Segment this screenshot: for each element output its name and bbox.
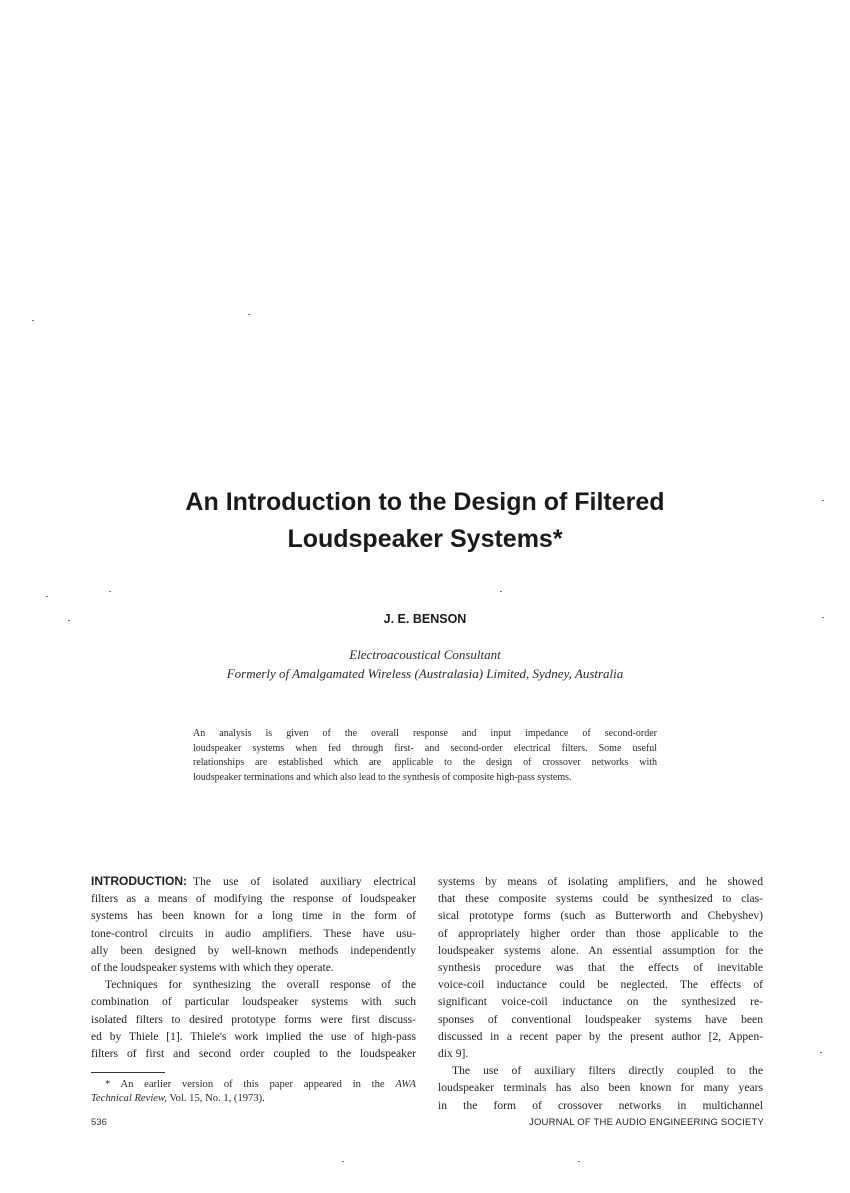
body-line: sponses of conventional loudspeaker systems have been bbox=[438, 1012, 763, 1026]
scan-speck bbox=[500, 591, 502, 592]
body-line: systems has been known for a long time in the form of bbox=[91, 909, 416, 923]
body-line: systems by means of isolating amplifiers, and he showed bbox=[438, 875, 763, 888]
paper-title bbox=[120, 484, 730, 558]
scan-speck bbox=[109, 591, 111, 592]
scan-speck bbox=[68, 620, 70, 621]
page-number: 536 bbox=[91, 1117, 107, 1128]
title-line-2: Loudspeaker Systems* bbox=[287, 525, 563, 553]
author-name: J. E. BENSON bbox=[383, 612, 467, 626]
scan-speck bbox=[46, 596, 48, 597]
body-line: isolated filters to desired prototype forms were first discuss- bbox=[91, 1012, 416, 1026]
body-line: loudspeaker systems alone. An essential assumption for the bbox=[438, 943, 763, 957]
scan-speck bbox=[32, 320, 34, 321]
body-line: in the form of crossover networks in multichannel bbox=[438, 1098, 763, 1112]
body-line: Techniques for synthesizing the overall response of the bbox=[105, 978, 416, 992]
scan-speck bbox=[578, 1161, 580, 1162]
affiliation-line-1: Electroacoustical Consultant bbox=[349, 647, 501, 662]
body-line: dix 9]. bbox=[438, 1047, 469, 1061]
body-line: of appropriately higher order than those applicable to the bbox=[438, 926, 763, 940]
scan-speck bbox=[820, 1052, 822, 1053]
footnote-line bbox=[91, 1092, 416, 1106]
footnote-line bbox=[91, 1078, 416, 1092]
footnote bbox=[91, 1078, 416, 1105]
body-line: synthesis procedure was that the effects of inevitable bbox=[438, 961, 763, 975]
body-column-left bbox=[91, 873, 416, 1062]
body-line: combination of particular loudspeaker systems with such bbox=[91, 995, 416, 1009]
footnote-journal: AWA bbox=[395, 1079, 416, 1090]
body-line: sical prototype forms (such as Butterworth and Chebyshev) bbox=[438, 909, 763, 923]
body-line: tone-control circuits in audio amplifiers. These have usu- bbox=[91, 926, 416, 940]
abstract-line: loudspeaker systems when fed through first- and second-order electrical filters. Some useful bbox=[193, 742, 657, 754]
body-line bbox=[91, 873, 416, 890]
abstract-line: relationships are established which are applicable to the design of crossover networks with bbox=[193, 757, 657, 769]
body-line: that these composite systems could be synthesized to clas- bbox=[438, 892, 763, 906]
scan-speck bbox=[822, 500, 824, 501]
body-line: ally been designed by well-known methods independently bbox=[91, 943, 416, 957]
body-line: discussed in a recent paper by the present author [2, Appen- bbox=[438, 1029, 763, 1043]
scan-speck bbox=[248, 314, 250, 315]
body-line: filters as a means of modifying the response of loudspeaker bbox=[91, 892, 416, 906]
journal-name: JOURNAL OF THE AUDIO ENGINEERING SOCIETY bbox=[529, 1117, 764, 1128]
intro-heading: INTRODUCTION: bbox=[91, 874, 187, 888]
title-line-1: An Introduction to the Design of Filtered bbox=[185, 488, 665, 516]
abstract-line: An analysis is given of the overall response and input impedance of second-order bbox=[193, 728, 657, 739]
footnote-volume: Vol. 15, No. 1, (1973). bbox=[166, 1092, 265, 1104]
body-line: voice-coil inductance could be neglected. The effects of bbox=[438, 978, 763, 992]
body-line: of the loudspeaker systems with which they operate. bbox=[91, 961, 334, 975]
abstract bbox=[193, 727, 657, 785]
body-line: filters of first and second order coupled to the loudspeaker bbox=[91, 1047, 416, 1061]
intro-first-line: The use of isolated auxiliary electrical bbox=[193, 875, 416, 888]
author-affiliation bbox=[0, 645, 850, 683]
footnote-text: * An earlier version of this paper appeared in the bbox=[105, 1079, 396, 1090]
footnote-rule bbox=[91, 1072, 165, 1073]
body-column-right bbox=[438, 873, 763, 1114]
body-line: significant voice-coil inductance on the synthesized re- bbox=[438, 995, 763, 1009]
body-line: loudspeaker terminals has also been known for many years bbox=[438, 1081, 763, 1095]
body-line: ed by Thiele [1]. Thiele's work implied the use of high-pass bbox=[91, 1029, 416, 1043]
body-line: The use of auxiliary filters directly coupled to the bbox=[452, 1064, 763, 1078]
footnote-journal-2: Technical Review, bbox=[91, 1092, 167, 1104]
affiliation-line-2: Formerly of Amalgamated Wireless (Australasia) Limited, Sydney, Australia bbox=[226, 666, 624, 681]
scan-speck bbox=[342, 1161, 344, 1162]
scan-speck bbox=[822, 617, 824, 618]
abstract-line: loudspeaker terminations and which also lead to the synthesis of composite high-pass systems. bbox=[193, 771, 572, 783]
